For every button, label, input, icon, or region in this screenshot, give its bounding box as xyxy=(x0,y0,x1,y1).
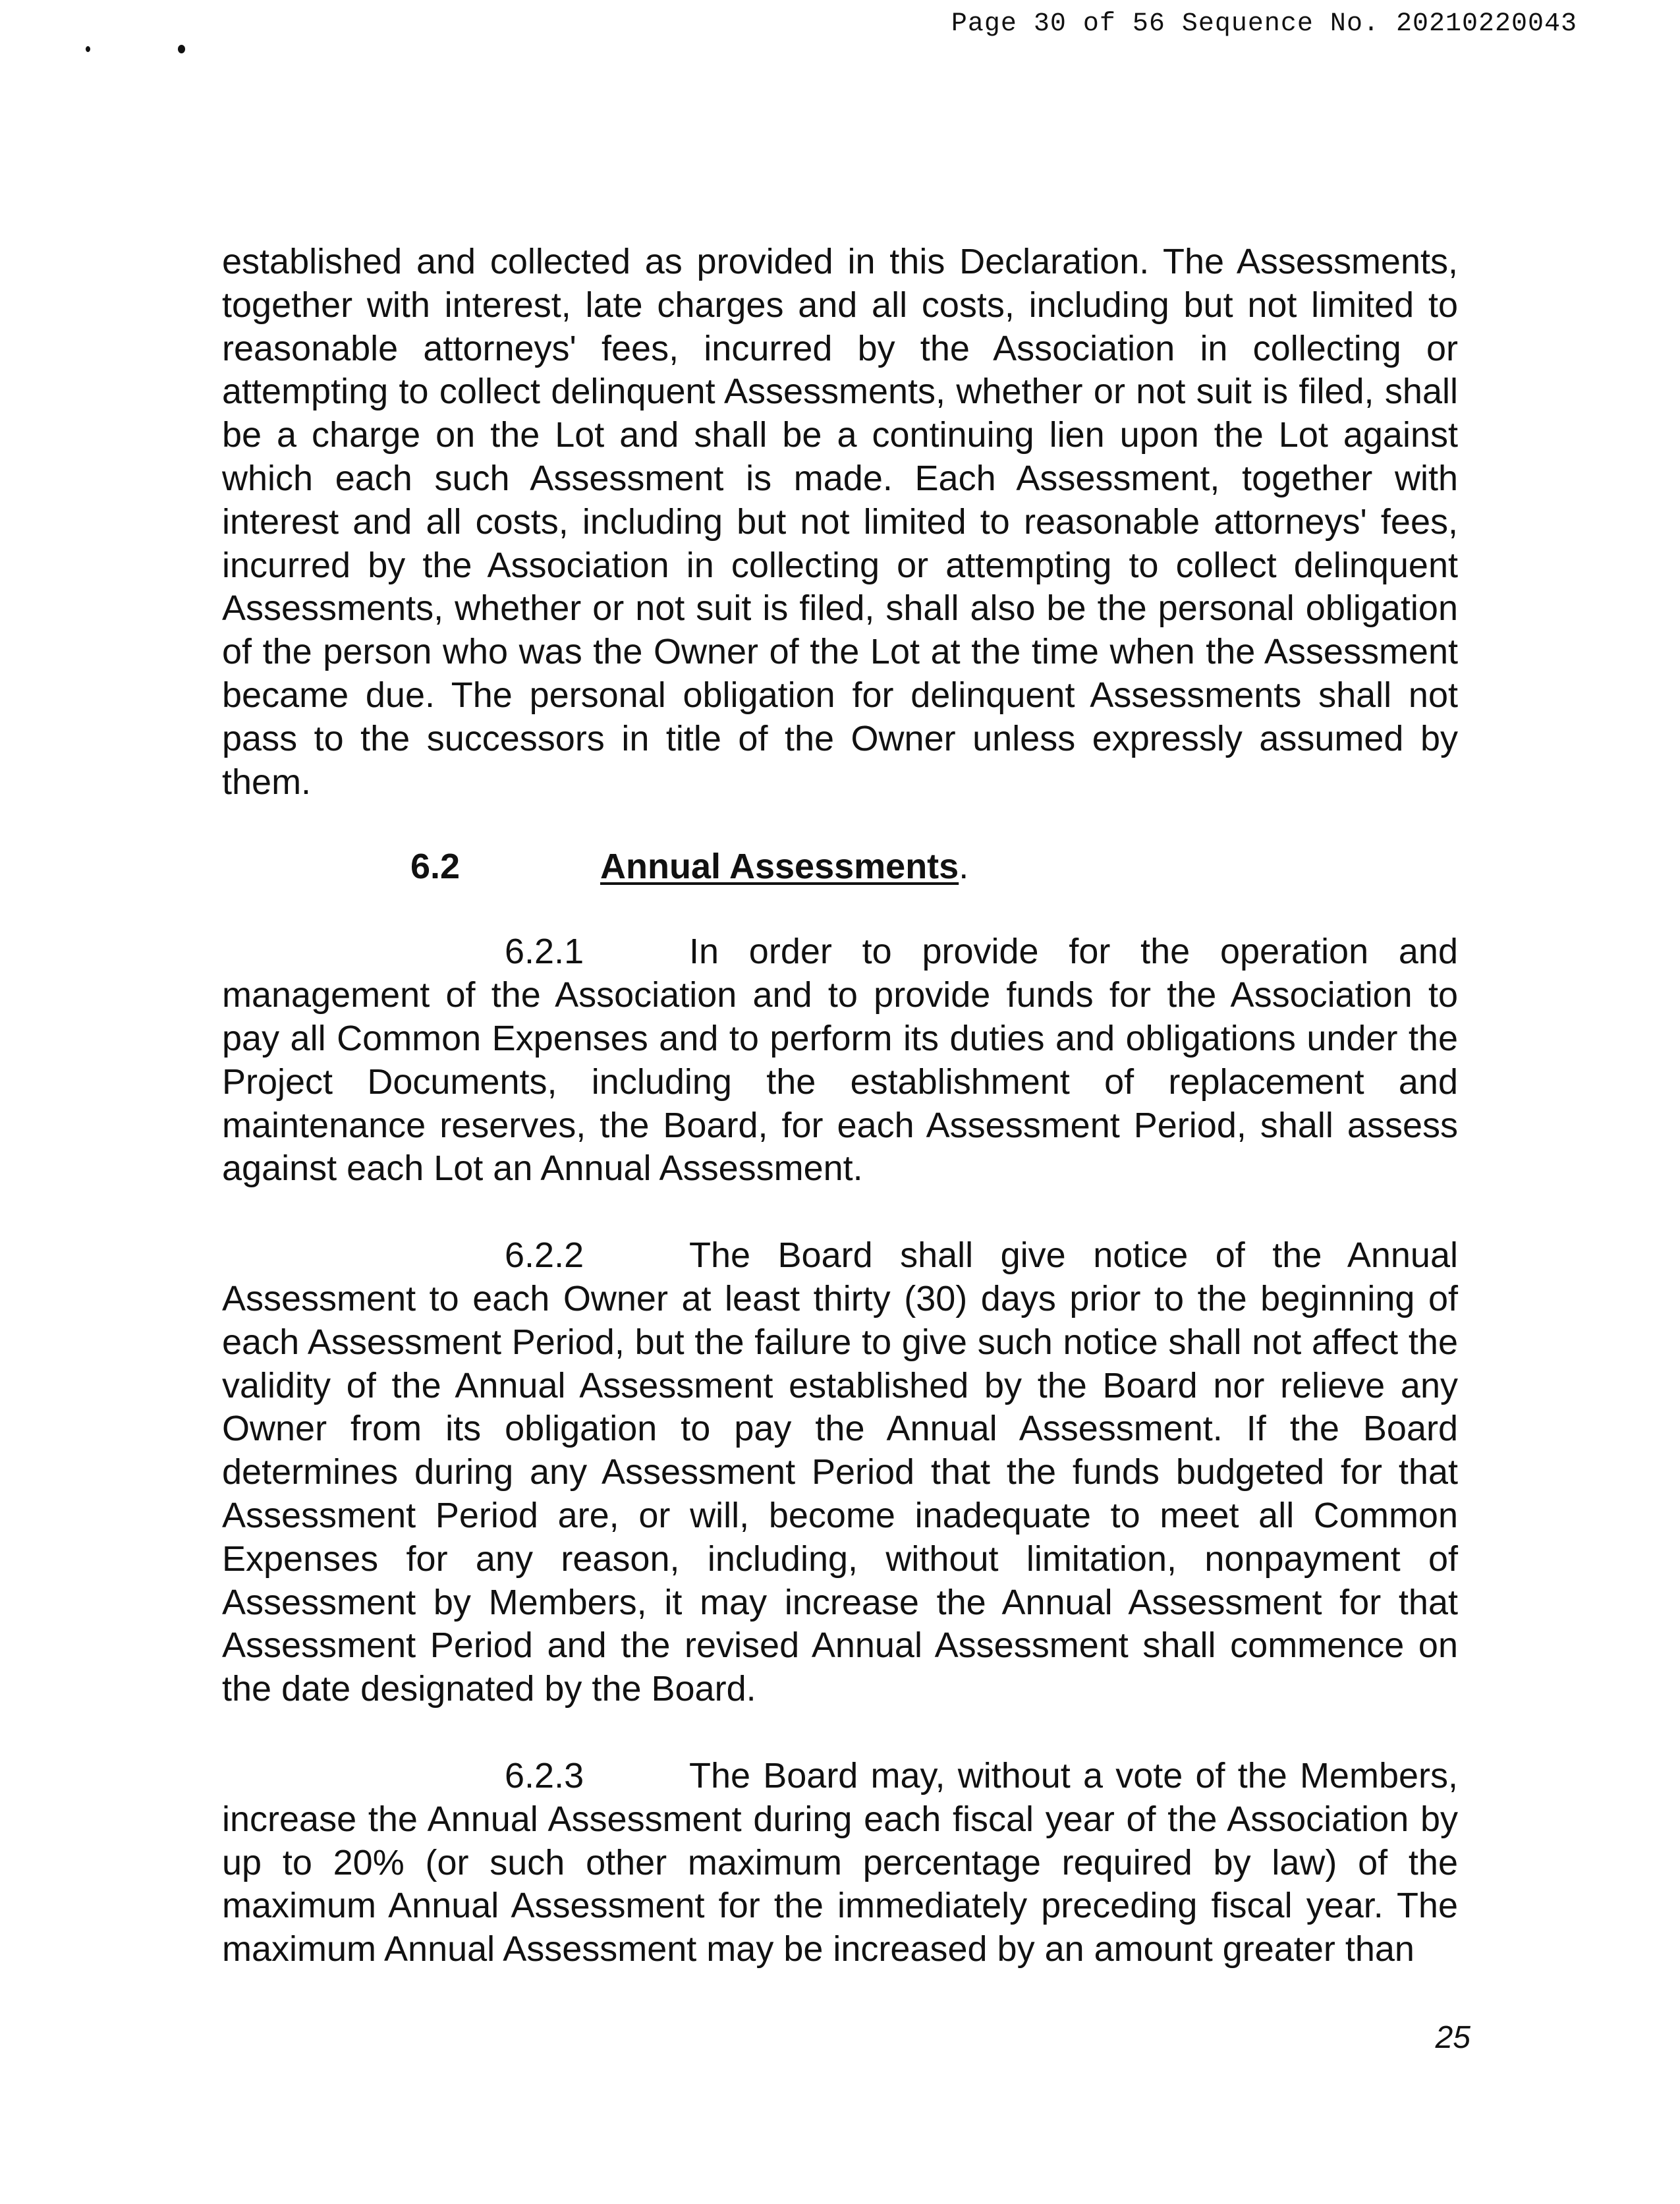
section-title-suffix: . xyxy=(959,847,969,887)
page-number: 25 xyxy=(1435,2020,1470,2055)
intro-paragraph: established and collected as provided in this Declaration. The Assessments, together with interest, late charges and all costs, including but not limited to reasonable attorneys' fees, incurred by the Association in collecting or attempting to collect delinquent Assessments, whether or not suit is filed, shall be a charge on the Lot and shall be a continuing lien upon the Lot against which each such Assessment is made. Each Assessment, together with interest and all costs, including but not limited to reasonable attorneys' fees, incurred by the Association in collecting or attempting to collect delinquent Assessments, whether or not suit is filed, shall also be the personal obligation of the person who was the Owner of the Lot at the time when the Assessment became due. The personal obligation for delinquent Assessments shall not pass to the successors in title of the Owner unless expressly assumed by them. xyxy=(222,242,1458,802)
subsection-paragraph xyxy=(222,930,1458,1191)
subsection-text: The Board shall give notice of the Annual Assessment to each Owner at least thirty (30) days prior to the beginning of each Assessment Period, but the failure to give such notice shall not affect the validity of the Annual Assessment established by the Board nor relieve any Owner from its obligation to pay the Annual Assessment. If the Board determines during any Assessment Period that the funds budgeted for that Assessment Period are, or will, become inadequate to meet all Common Expenses for any reason, including, without limitation, nonpayment of Assessment by Members, it may increase the Annual Assessment for that Assessment Period and the revised Annual Assessment shall commence on the date designated by the Board. xyxy=(222,1235,1458,1709)
subsection-text: The Board may, without a vote of the Members, increase the Annual Assessment during each fiscal year of the Association by up to 20% (or such other maximum percentage required by law) of the maximum Annual Assessment for the immediately preceding fiscal year. The maximum Annual Assessment may be increased by an amount greater than xyxy=(222,1755,1458,1969)
section-number: 6.2 xyxy=(410,847,461,887)
scan-speck-mark xyxy=(86,46,90,52)
document-body xyxy=(222,240,1458,1971)
page-header-sequence: Page 30 of 56 Sequence No. 20210220043 xyxy=(951,9,1577,39)
section-title-text: Annual Assessments xyxy=(600,847,959,887)
section-title xyxy=(600,845,968,888)
section-heading xyxy=(222,845,1458,888)
subsection-paragraph xyxy=(222,1234,1458,1711)
subsection-text: In order to provide for the operation and management of the Association and to provide funds for the Association to pay all Common Expenses and to perform its duties and obligations under the Project Documents, including the establishment of replacement and maintenance reserves, the Board, for each Assessment Period, shall assess against each Lot an Annual Assessment. xyxy=(222,932,1458,1189)
subsection-number: 6.2.1 xyxy=(505,932,584,972)
subsection-number: 6.2.2 xyxy=(505,1235,584,1276)
subsection-paragraph xyxy=(222,1755,1458,1971)
subsection-number: 6.2.3 xyxy=(505,1755,584,1795)
scan-speck-mark xyxy=(178,45,185,53)
